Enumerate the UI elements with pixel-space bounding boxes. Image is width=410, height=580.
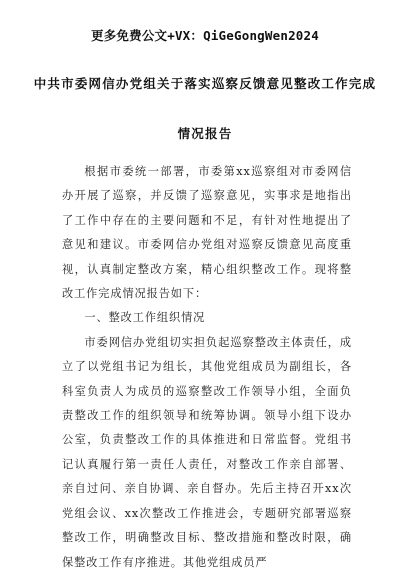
document-title-line-2: 情况报告 bbox=[177, 126, 233, 141]
document-title-line-1: 中共市委网信办党组关于落实巡察反馈意见整改工作完成 bbox=[33, 76, 377, 91]
section-heading-1 bbox=[62, 306, 352, 330]
body-paragraph-2: 市委网信办党组切实担负起巡察整改主体责任，成立了以党组书记为组长，其他党组成员为副组长，各科室负责人为成员的巡察整改工作领导小组，全面负责整改工作的组织领导和统筹协调。领导小组下设办公室，负责整改工作的具体推进和日常监督。党组书记认真履行第一责任人责任，对整改工作亲自部署、亲自过问、亲自协调、亲自督办。先后主持召开xx次党组会议、xx次整改工作推进会，专题研究部署巡察整改工作，明确整改目标、整改措施和整改时限，确保整改工作有序推进。其他党组成员严 bbox=[62, 335, 352, 569]
document-body bbox=[62, 160, 352, 575]
section-heading-1-text: 一、整改工作组织情况 bbox=[84, 311, 206, 325]
body-paragraph-1: 根据市委统一部署，市委第xx巡察组对市委网信办开展了巡察，并反馈了巡察意见，实事求是地指出了工作中存在的主要问题和不足，有针对性地提出了意见和建议。市委网信办党组对巡察反馈意见高度重视，认真制定整改方案，精心组织整改工作。现将整改工作完成情况报告如下： bbox=[62, 165, 352, 301]
watermark-header: 更多免费公文+VX：QiGeGongWen2024 bbox=[91, 28, 319, 43]
